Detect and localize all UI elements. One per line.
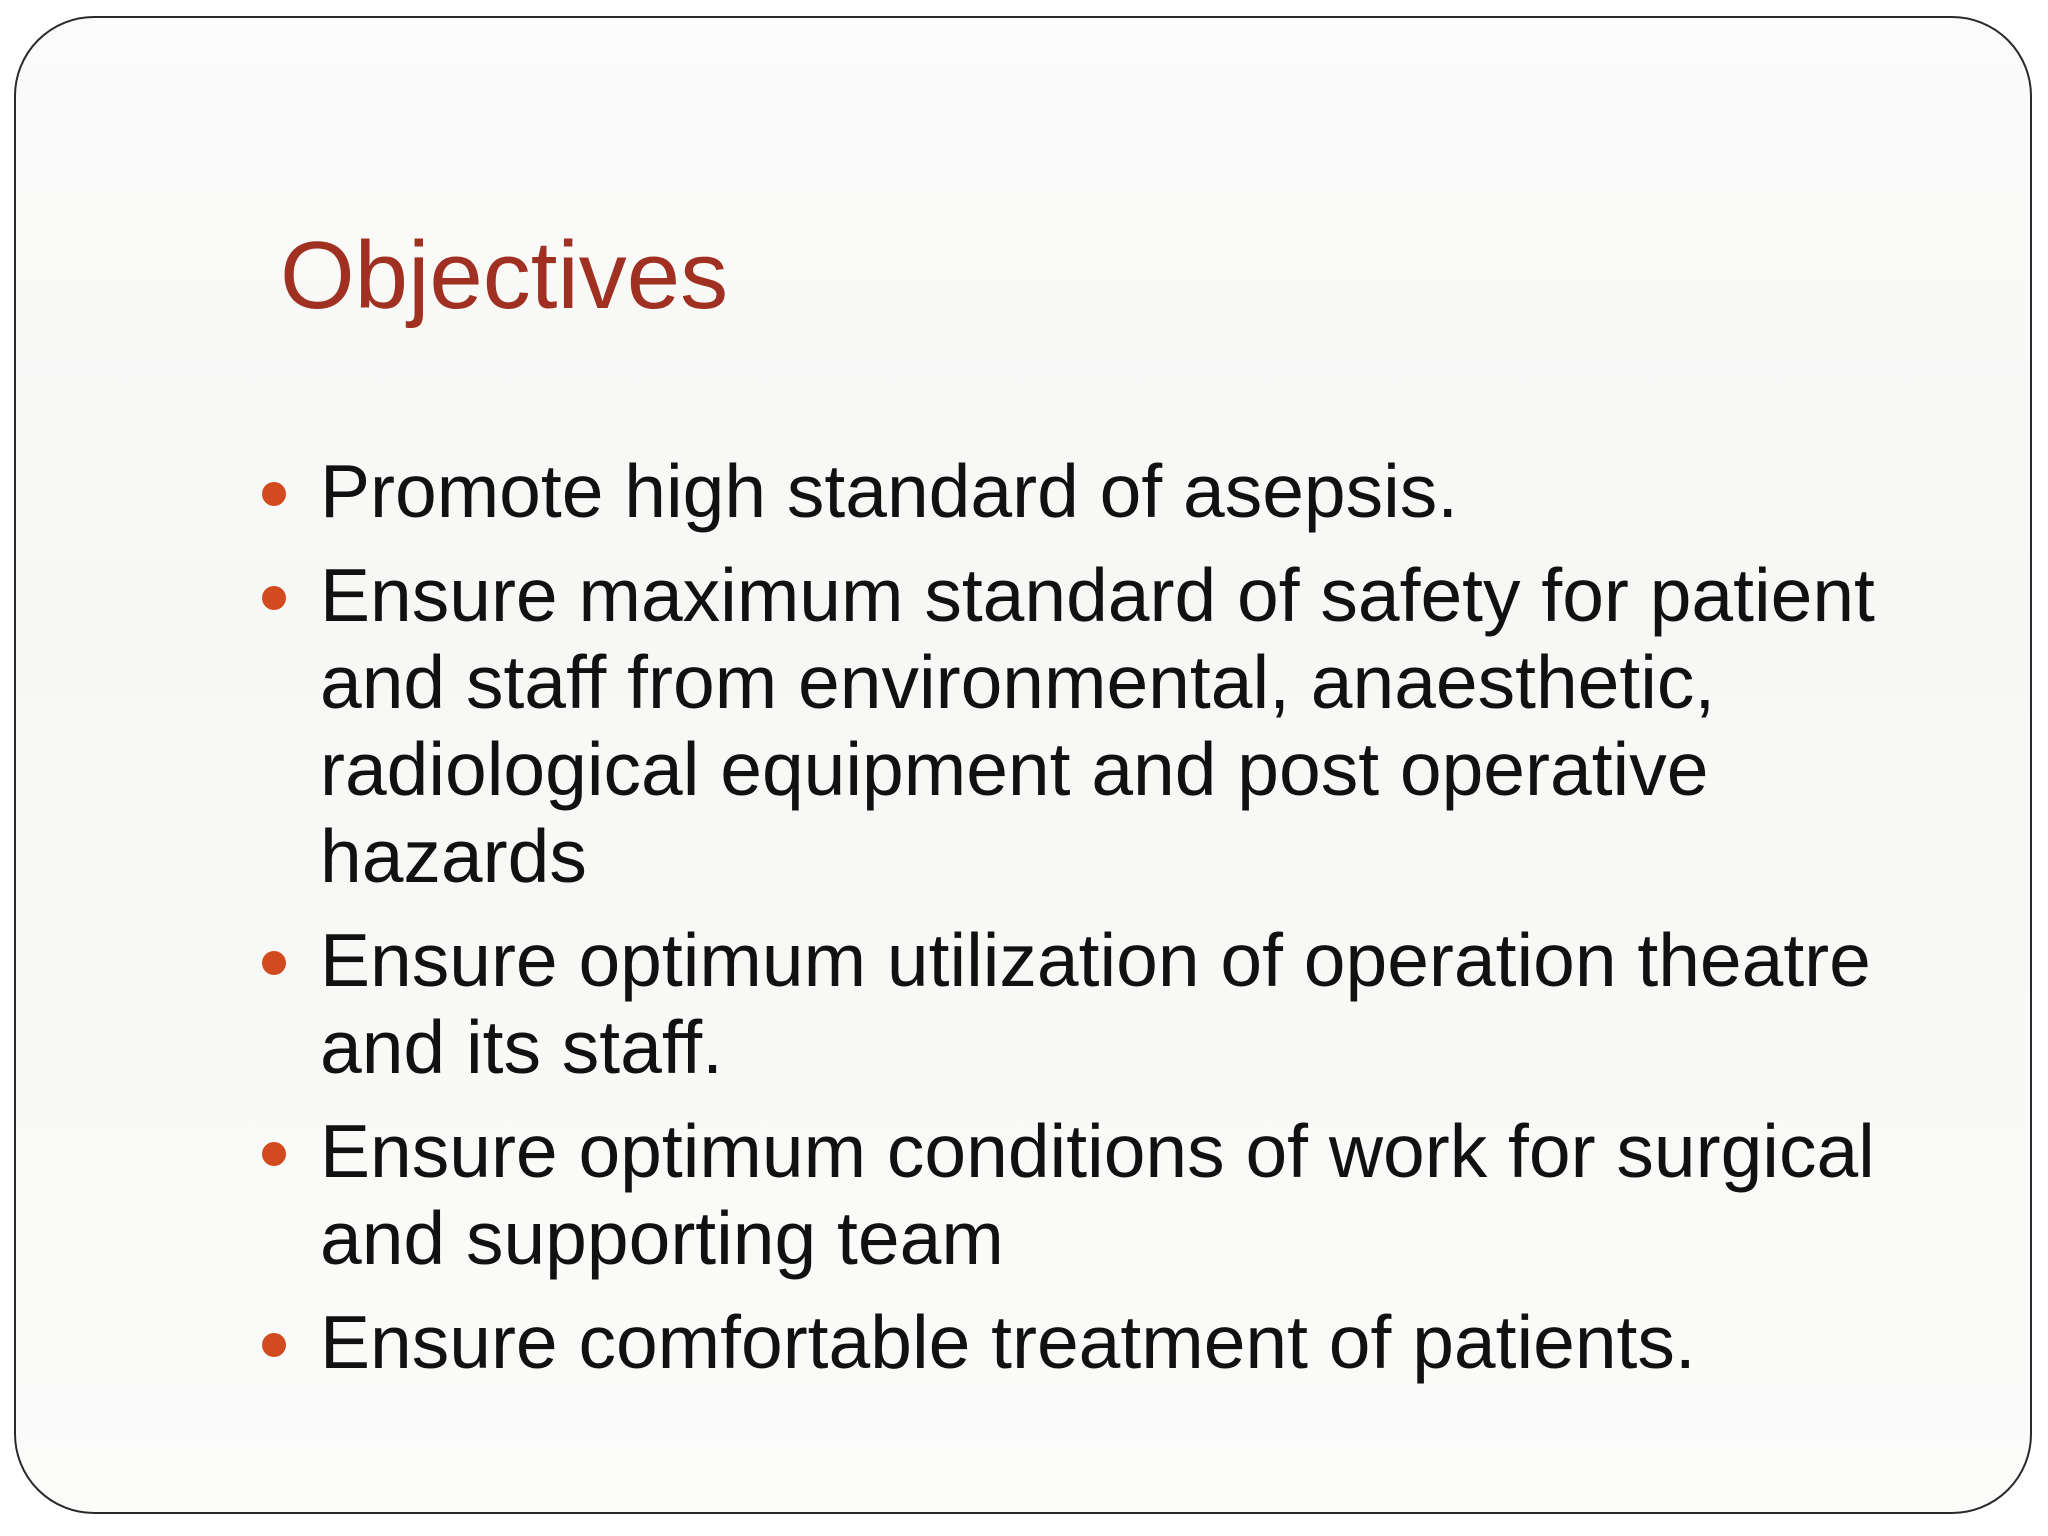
bullet-text: Ensure optimum utilization of operation theatre and its staff.	[320, 918, 1871, 1089]
bullet-text: Ensure optimum conditions of work for surgical and supporting team	[320, 1109, 1875, 1280]
bullet-text: Promote high standard of asepsis.	[320, 449, 1459, 533]
bullet-dot-icon	[262, 1142, 286, 1166]
slide-title: Objectives	[280, 222, 729, 329]
bullet-dot-icon	[262, 951, 286, 975]
bullet-item	[252, 552, 1992, 900]
bullet-item	[252, 1299, 1992, 1386]
bullet-item	[252, 917, 1992, 1091]
bullet-item	[252, 448, 1992, 535]
bullet-list	[252, 448, 1992, 1403]
bullet-text: Ensure comfortable treatment of patients.	[320, 1300, 1696, 1384]
bullet-dot-icon	[262, 482, 286, 506]
slide-frame	[14, 16, 2032, 1514]
bullet-text: Ensure maximum standard of safety for patient and staff from environmental, anaesthetic, radiological equipment and post operative hazards	[320, 553, 1875, 898]
bullet-dot-icon	[262, 1333, 286, 1357]
bullet-dot-icon	[262, 586, 286, 610]
bullet-item	[252, 1108, 1992, 1282]
